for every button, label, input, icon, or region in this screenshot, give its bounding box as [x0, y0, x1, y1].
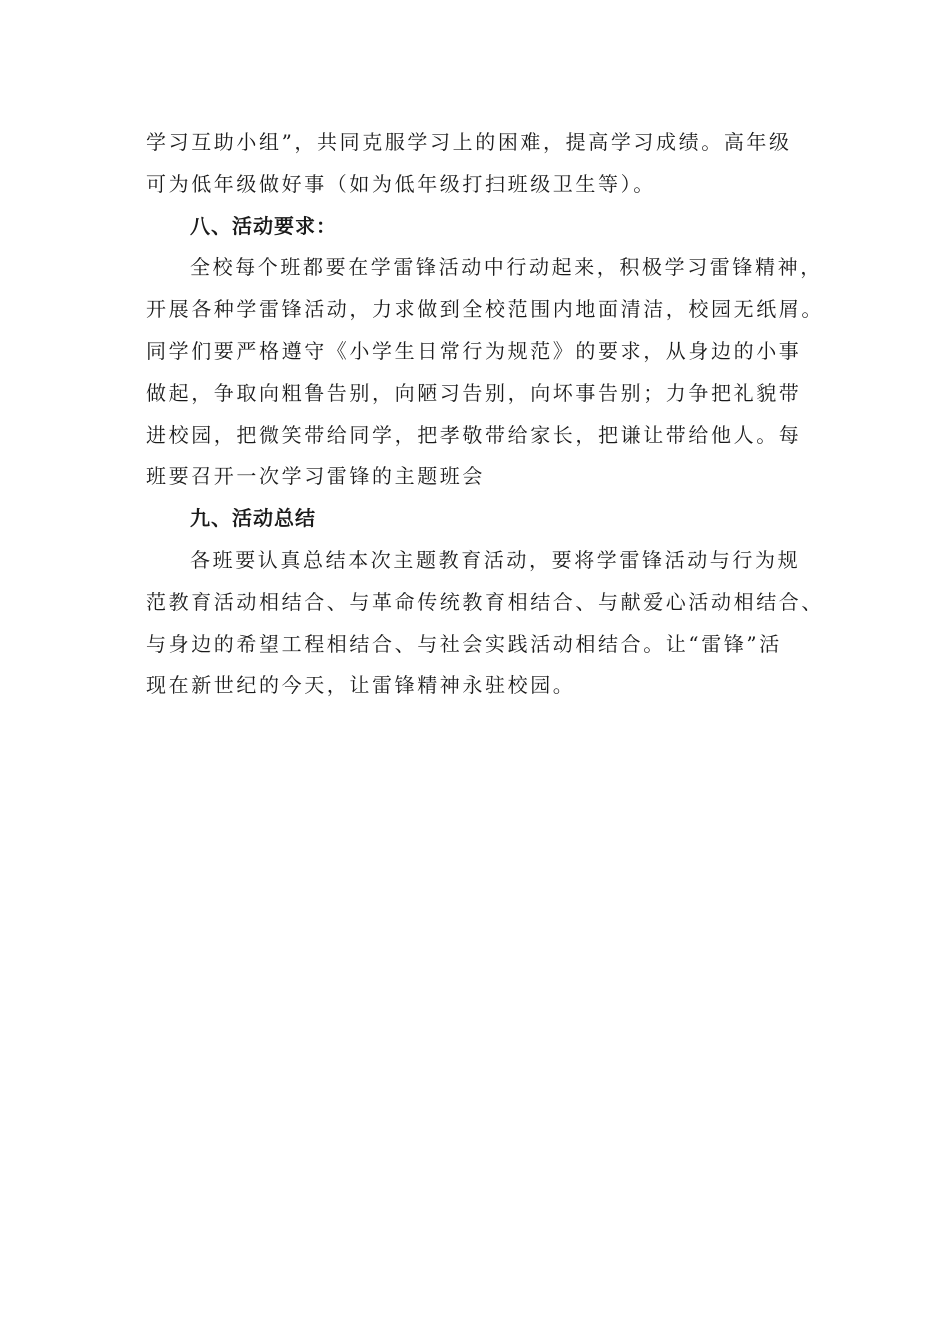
paragraph-line: 可为低年级做好事（如为低年级打扫班级卫生等）。: [146, 171, 656, 196]
section-heading-activity-requirements: 八、活动要求：: [190, 213, 337, 238]
paragraph-line: 全校每个班都要在学雷锋活动中行动起来，积极学习雷锋精神，: [190, 255, 823, 280]
paragraph-line: 进校园，把微笑带给同学，把孝敬带给家长，把谦让带给他人。每: [146, 422, 802, 447]
paragraph-line: 范教育活动相结合、与革命传统教育相结合、与献爱心活动相结合、: [146, 589, 824, 614]
paragraph-line: 班要召开一次学习雷锋的主题班会: [146, 464, 485, 489]
paragraph-line: 开展各种学雷锋活动，力求做到全校范围内地面清洁，校园无纸屑。: [146, 297, 824, 322]
activity-requirements-paragraph: [146, 247, 824, 498]
section-heading-activity-summary: 九、活动总结: [190, 506, 316, 531]
document-body: [146, 122, 824, 707]
paragraph-line: 学习互助小组”，共同克服学习上的困难，提高学习成绩。高年级: [146, 130, 792, 154]
paragraph-line: 同学们要严格遵守《小学生日常行为规范》的要求，从身边的小事: [146, 338, 802, 363]
intro-paragraph: [146, 122, 810, 206]
paragraph-line: 现在新世纪的今天，让雷锋精神永驻校园。: [146, 673, 576, 698]
paragraph-line: 与身边的希望工程相结合、与社会实践活动相结合。让“雷锋”活: [146, 631, 782, 656]
activity-summary-paragraph: [146, 540, 824, 707]
paragraph-line: 各班要认真总结本次主题教育活动，要将学雷锋活动与行为规: [190, 547, 801, 572]
paragraph-line: 做起，争取向粗鲁告别，向陋习告别，向坏事告别；力争把礼貌带: [146, 380, 802, 405]
